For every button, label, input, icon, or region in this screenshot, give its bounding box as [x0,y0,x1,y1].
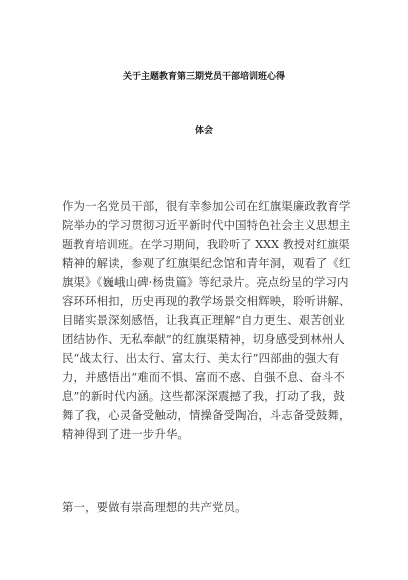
paragraph-1-line-12: 舞了我，心灵备受触动，情操备受陶冶，斗志备受鼓舞， [62,408,351,422]
paragraph-1-line-5: 旗渠》《巍峨山碑·杨贵篇》等纪录片。亮点纷呈的学习内 [62,275,349,289]
document-title-line-1: 关于主题教育第三期党员干部培训班心得 [122,72,285,82]
paragraph-1-line-10: 力，并感悟出“难而不惧、富而不惑、自强不息、奋斗不 [62,370,345,384]
document-title-line-2: 体会 [194,126,213,136]
paragraph-1-line-2: 院举办的学习贯彻习近平新时代中国特色社会主义思想主 [62,218,351,232]
paragraph-1-line-3: 题教育培训班。在学习期间，我聆听了 XXX 教授对红旗渠 [62,238,350,251]
paragraph-2-line-1: 第一，要做有崇高理想的共产党员。 [62,500,247,514]
paragraph-1-line-9: 民“战太行、出太行、富太行、美太行”四部曲的强大有 [62,351,340,365]
paragraph-1-line-8: 团结协作、无私奉献”的红旗渠精神，切身感受到林州人 [62,332,345,346]
paragraph-1-line-11: 息”的新时代内涵。这些都深深震撼了我，打动了我，鼓 [62,389,345,403]
paragraph-1-line-13: 精神得到了进一步升华。 [62,427,189,441]
paragraph-1-line-1: 作为一名党员干部，很有幸参加公司在红旗渠廉政教育学 [62,199,351,213]
paragraph-1-line-6: 容环环相扣，历史再现的教学场景交相辉映，聆听讲解、 [62,294,351,308]
paragraph-1-line-7: 目睹实景深刻感悟，让我真正理解“自力更生、艰苦创业 [62,313,345,327]
paragraph-1-line-4: 精神的解读，参观了红旗渠纪念馆和青年洞，观看了《红 [62,256,351,270]
